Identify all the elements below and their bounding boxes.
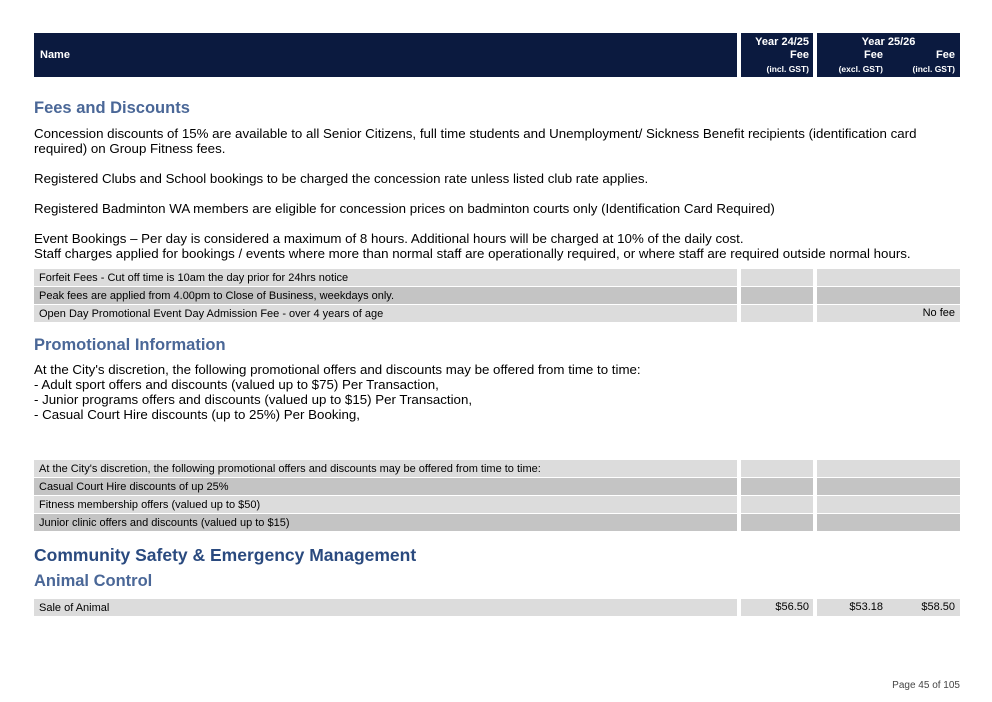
animal-control-subtitle: Animal Control [34, 572, 153, 590]
row-name: At the City's discretion, the following promotional offers and discounts may be offered from time to time: [34, 460, 737, 477]
table-row [34, 599, 960, 616]
row-name: Open Day Promotional Event Day Admission Fee - over 4 years of age [34, 305, 737, 322]
header-fee-2526-excl: Fee [864, 49, 883, 61]
table-row [34, 514, 960, 531]
row-fee-2425: $56.50 [775, 601, 809, 613]
header-incl-gst-2526: (incl. GST) [912, 64, 955, 74]
table-row [34, 305, 960, 322]
header-excl-gst-2526: (excl. GST) [838, 64, 883, 74]
table-row [34, 269, 960, 286]
table-row [34, 496, 960, 513]
header-fee-2425: Fee [790, 49, 809, 61]
table-row [34, 478, 960, 495]
fees-paragraph-concession: Concession discounts of 15% are available to all Senior Citizens, full time students and Unemployment/ Sickness Benefit recipients (identification card required) on Group Fitness fees. [34, 126, 917, 156]
header-year-2526-label: Year 25/26 [861, 36, 916, 48]
fees-paragraph-staff: Staff charges applied for bookings / events where more than normal staff are operationally required, or where staff are required outside normal hours. [34, 246, 911, 261]
promo-section-title: Promotional Information [34, 336, 226, 354]
row-name: Peak fees are applied from 4.00pm to Close of Business, weekdays only. [34, 287, 737, 304]
fees-paragraph-events: Event Bookings – Per day is considered a maximum of 8 hours. Additional hours will be charged at 10% of the daily cost. [34, 231, 744, 246]
fees-section-title: Fees and Discounts [34, 99, 190, 117]
table-row [34, 287, 960, 304]
row-fee-2526-excl: $53.18 [849, 601, 883, 613]
promo-line-junior: - Junior programs offers and discounts (valued up to $15) Per Transaction, [34, 392, 473, 407]
row-name: Sale of Animal [34, 599, 737, 616]
header-name: Name [34, 33, 737, 77]
header-incl-gst-2425: (incl. GST) [766, 64, 809, 74]
row-fee-2526-incl: $58.50 [921, 601, 955, 613]
table-row [34, 460, 960, 477]
row-name: Junior clinic offers and discounts (valued up to $15) [34, 514, 737, 531]
page-number: Page 45 of 105 [892, 680, 960, 691]
fees-paragraph-clubs: Registered Clubs and School bookings to be charged the concession rate unless listed club rate applies. [34, 171, 649, 186]
community-section-title: Community Safety & Emergency Management [34, 545, 417, 565]
promo-line-intro: At the City's discretion, the following promotional offers and discounts may be offered from time to time: [34, 362, 641, 377]
row-name: Fitness membership offers (valued up to $50) [34, 496, 737, 513]
row-name: Forfeit Fees - Cut off time is 10am the day prior for 24hrs notice [34, 269, 737, 286]
header-year-2526 [817, 33, 960, 77]
header-fee-2526-incl: Fee [936, 49, 955, 61]
promo-line-casual: - Casual Court Hire discounts (up to 25%) Per Booking, [34, 407, 360, 422]
header-year-2425 [741, 33, 813, 77]
promo-line-adult: - Adult sport offers and discounts (valued up to $75) Per Transaction, [34, 377, 439, 392]
header-year-2425-label: Year 24/25 [755, 36, 809, 48]
row-name: Casual Court Hire discounts of up 25% [34, 478, 737, 495]
fees-paragraph-badminton: Registered Badminton WA members are eligible for concession prices on badminton courts only (Identification Card Required) [34, 201, 775, 216]
fee-table-header [34, 33, 960, 77]
row-fee-2526-incl: No fee [922, 307, 955, 319]
